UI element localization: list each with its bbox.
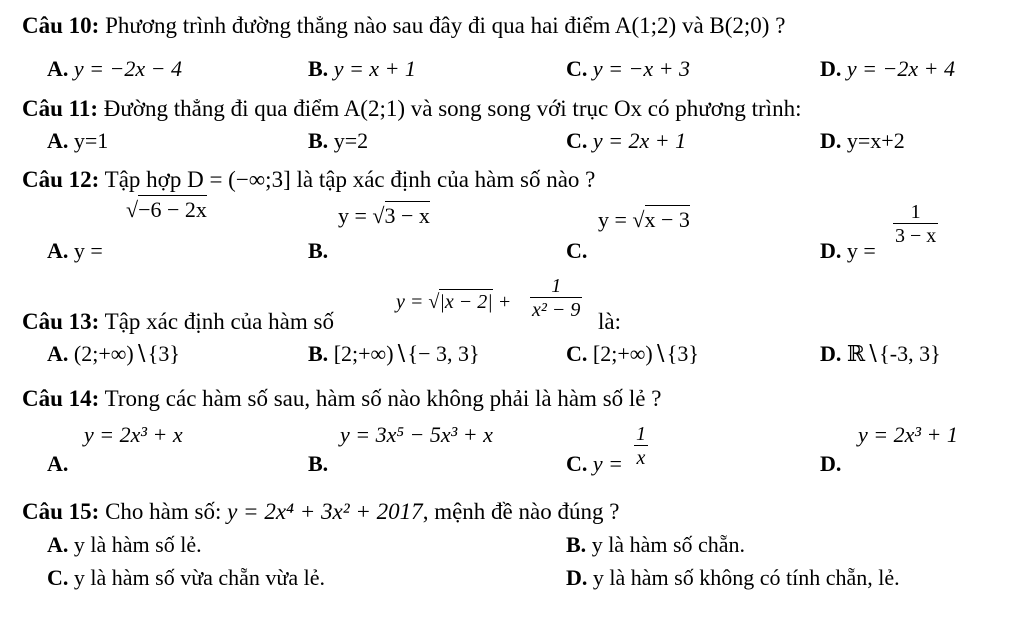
question-number: Câu 12:	[22, 167, 100, 192]
option-label: C.	[566, 451, 588, 476]
option-label: B.	[566, 532, 587, 557]
q13-option-c	[566, 343, 699, 365]
option-expression: (2;+∞)∖{3}	[73, 341, 180, 366]
q12-option-a-label	[47, 240, 103, 262]
option-expression: y = x + 1	[333, 56, 416, 81]
option-expression: y = −2x − 4	[73, 56, 182, 81]
q12-option-b-expr: y = √3 − x	[338, 203, 430, 228]
option-label: C.	[47, 565, 69, 590]
option-lhs: y =	[592, 451, 624, 476]
domain-set: D = (−∞;3]	[187, 167, 291, 192]
q13-function: y = √|x − 2| +	[396, 291, 512, 313]
numerator: 1	[551, 275, 562, 297]
q10-option-b	[308, 58, 416, 80]
option-label: C.	[566, 128, 588, 153]
q14-option-c-fraction	[634, 424, 648, 468]
option-label: A.	[47, 128, 69, 153]
denominator: x	[634, 445, 648, 468]
question-number: Câu 13:	[22, 309, 100, 334]
option-expression: ℝ∖{-3, 3}	[846, 341, 941, 366]
q12-option-b-label	[308, 240, 328, 262]
q13-text-after: là:	[598, 309, 621, 334]
option-expression: y = −2x + 4	[846, 56, 955, 81]
option-expression: y=x+2	[846, 128, 905, 153]
q12-option-c-label	[566, 240, 587, 262]
question-text: Đường thẳng đi qua điểm A(2;1) và song song với trục Ox có phương trình:	[103, 96, 802, 121]
q15-option-d	[566, 567, 900, 589]
q10-option-c	[566, 58, 690, 80]
radicand: −6 − 2x	[138, 197, 207, 222]
option-label: D.	[820, 341, 842, 366]
question-14	[22, 387, 661, 410]
option-lhs: y =	[338, 203, 367, 228]
option-lhs: y =	[73, 238, 103, 263]
cropped-previous-line	[0, 0, 1024, 6]
q12-option-d-label	[820, 240, 876, 262]
question-text: Phương trình đường thẳng nào sau đây đi qua hai điểm A(1;2) và B(2;0) ?	[105, 13, 786, 38]
option-label: B.	[308, 238, 329, 263]
plus-sign: +	[497, 291, 512, 313]
q15-option-c	[47, 567, 325, 589]
question-text: Tập xác định của hàm số	[104, 309, 334, 334]
question-text: Cho hàm số:	[105, 499, 222, 524]
q12-option-d-fraction	[893, 202, 938, 246]
denominator: 3 − x	[895, 225, 937, 247]
option-label: C.	[566, 56, 588, 81]
question-text: Tập hợp	[104, 167, 182, 192]
q13-fraction	[530, 276, 582, 320]
option-text: y là hàm số lẻ.	[73, 532, 202, 557]
option-expression: y=2	[333, 128, 369, 153]
option-label: D.	[820, 238, 842, 263]
option-expression: y=1	[73, 128, 109, 153]
option-label: A.	[47, 532, 69, 557]
q10-option-a	[47, 58, 182, 80]
q14-option-a-expr: y = 2x³ + x	[84, 422, 183, 447]
option-label: A.	[47, 341, 69, 366]
option-text: y là hàm số chẵn.	[591, 532, 746, 557]
q10-option-d	[820, 58, 955, 80]
q11-option-b	[308, 130, 368, 152]
q15-option-b	[566, 534, 745, 556]
option-expression: [2;+∞)∖{3}	[592, 341, 699, 366]
q12-option-c-expr: y = √x − 3	[598, 207, 690, 232]
option-label: C.	[566, 238, 588, 263]
option-label: D.	[820, 128, 842, 153]
option-text: y là hàm số không có tính chẵn, lẻ.	[592, 565, 900, 590]
function-expression: y = 2x⁴ + 3x² + 2017	[227, 499, 423, 524]
option-label: B.	[308, 56, 329, 81]
option-label: A.	[47, 238, 69, 263]
question-13	[22, 310, 334, 333]
question-number: Câu 15:	[22, 499, 100, 524]
option-label: D.	[820, 56, 842, 81]
question-number: Câu 11:	[22, 96, 99, 121]
denominator: x² − 9	[532, 299, 581, 321]
numerator: 1	[636, 423, 646, 445]
question-12	[22, 168, 595, 191]
q13-option-d	[820, 343, 941, 365]
option-lhs: y =	[598, 207, 627, 232]
function-lhs: y =	[396, 291, 424, 313]
q11-option-a	[47, 130, 108, 152]
q13-option-a	[47, 343, 180, 365]
option-label: B.	[308, 451, 329, 476]
option-expression: y = −x + 3	[592, 56, 690, 81]
option-label: A.	[47, 56, 69, 81]
question-text-after: , mệnh đề nào đúng ?	[422, 499, 620, 524]
question-11	[22, 97, 801, 120]
q11-option-d	[820, 130, 905, 152]
q14-option-d-label	[820, 453, 841, 475]
radicand: |x − 2|	[439, 291, 493, 313]
q12-option-a-radical: √−6 − 2x	[126, 197, 207, 222]
option-label: A.	[47, 451, 69, 476]
question-text: Trong các hàm số sau, hàm số nào không phải là hàm số lẻ ?	[104, 386, 662, 411]
q13-option-b	[308, 343, 480, 365]
question-number: Câu 14:	[22, 386, 100, 411]
q14-option-b-expr: y = 3x⁵ − 5x³ + x	[340, 422, 493, 447]
question-10	[22, 14, 785, 37]
q14-option-d-expr: y = 2x³ + 1	[858, 422, 958, 447]
question-number: Câu 10:	[22, 13, 100, 38]
option-lhs: y =	[846, 238, 876, 263]
q14-option-b-label	[308, 453, 328, 475]
option-label: D.	[566, 565, 588, 590]
radicand: 3 − x	[384, 203, 430, 228]
numerator: 1	[910, 201, 921, 223]
option-label: B.	[308, 341, 329, 366]
option-label: D.	[820, 451, 842, 476]
question-15	[22, 500, 619, 523]
option-expression: [2;+∞)∖{− 3, 3}	[333, 341, 480, 366]
q15-option-a	[47, 534, 202, 556]
q14-option-c-label	[566, 453, 623, 475]
option-label: B.	[308, 128, 329, 153]
q14-option-a-label	[47, 453, 68, 475]
option-expression: y = 2x + 1	[592, 128, 687, 153]
q11-option-c	[566, 130, 686, 152]
radicand: x − 3	[644, 207, 690, 232]
option-label: C.	[566, 341, 588, 366]
option-text: y là hàm số vừa chẵn vừa lẻ.	[73, 565, 325, 590]
question-text-after: là tập xác định của hàm số nào ?	[296, 167, 596, 192]
